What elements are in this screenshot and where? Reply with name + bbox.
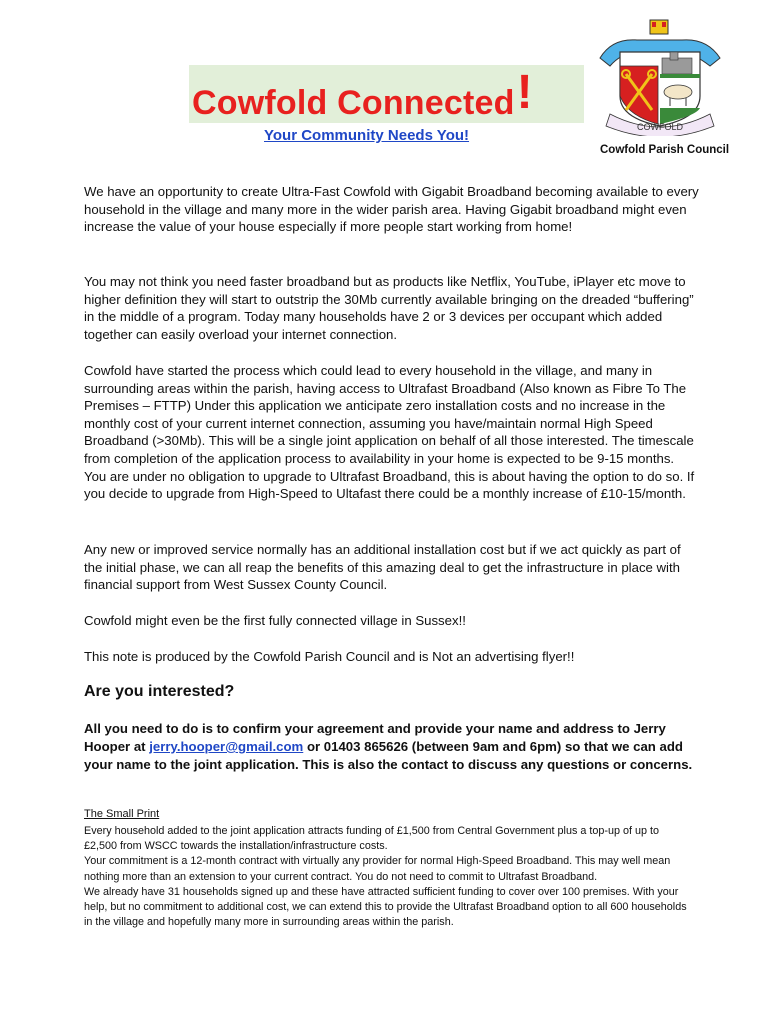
small-print-title: The Small Print bbox=[84, 808, 160, 820]
council-name: Cowfold Parish Council bbox=[600, 144, 730, 156]
interest-text-before: All you need to do is to confirm your agreement and provide your name and address to Jerry Hooper at bbox=[84, 721, 666, 754]
small-print-body bbox=[84, 824, 694, 930]
interest-heading: Are you interested? bbox=[84, 683, 235, 700]
parish-crest-icon bbox=[592, 18, 727, 136]
paragraph-2: You may not think you need faster broadband but as products like Netflix, YouTube, iPlayer etc move to higher definition they will start to outstrip the 30Mb currently available bringing on the dreaded “buffering” in the middle of a program. Today many households have 2 or 3 devices per occupant which added together can easily overload your internet connection. bbox=[84, 274, 694, 342]
paragraph-4: Any new or improved service normally has an additional installation cost but if we act quickly as part of the initial phase, we can all reap the benefits of this amazing deal to get the infrastructure in place with financial support from West Sussex County Council. bbox=[84, 542, 681, 593]
subtitle: Your Community Needs You! bbox=[264, 127, 470, 144]
contact-email-link[interactable]: jerry.hooper@gmail.com bbox=[149, 739, 304, 754]
interest-paragraph bbox=[84, 720, 694, 774]
crest-ribbon-text: COWFOLD bbox=[637, 122, 683, 132]
paragraph-5: Cowfold might even be the first fully connected village in Sussex!! bbox=[84, 613, 466, 628]
paragraph-6: This note is produced by the Cowfold Parish Council and is Not an advertising flyer!! bbox=[84, 649, 575, 664]
small-print-line: Every household added to the joint application attracts funding of £1,500 from Central Government plus a top-up of up to £2,500 from WSCC towards the installation/infrastructure costs. bbox=[84, 825, 659, 853]
small-print-line: We already have 31 households signed up and these have attracted sufficient funding to cover over 100 premises. With your help, but no commitment to additional cost, we can extend this to provide the Ultrafast Broadband option to all 600 households in the village and hopefully many more in surrounding areas within the parish. bbox=[84, 885, 687, 929]
interest-text-after: or 01403 865626 (between 9am and 6pm) so that we can add your name to the joint application. This is also the contact to discuss any questions or concerns. bbox=[84, 739, 693, 772]
small-print-line: Your commitment is a 12-month contract with virtually any provider for normal High-Speed Broadband. This may well mean nothing more than an extension to your current contract. You do not need to commit to Ultrafast Broadband. bbox=[84, 855, 671, 883]
paragraph-1: We have an opportunity to create Ultra-Fast Cowfold with Gigabit Broadband becoming available to every household in the village and many more in the wider parish area. Having Gigabit broadband might even increase the value of your house especially if more people start working from home! bbox=[84, 184, 699, 235]
paragraph-3: Cowfold have started the process which could lead to every household in the village, and many in surrounding areas within the parish, having access to Ultrafast Broadband (Also known as Fibre To The Premises – FTTP) Under this application we anticipate zero installation costs and no increase in the monthly cost of your current internet connection, assuming you have/maintain normal High Speed Broadband (>30Mb). This will be a single joint application on behalf of all those interested. The timescale from completion of the application process to availability in your home is expected to be 9-15 months. You are under no obligation to upgrade to Ultrafast Broadband, this is about having the option to do so. If you decide to upgrade from High-Speed to Ultafast there could be a monthly increase of £10-15/month. bbox=[84, 363, 695, 502]
page-title bbox=[192, 66, 533, 128]
title-exclamation: ! bbox=[516, 66, 533, 119]
page-title-text: Cowfold Connected bbox=[192, 84, 515, 122]
